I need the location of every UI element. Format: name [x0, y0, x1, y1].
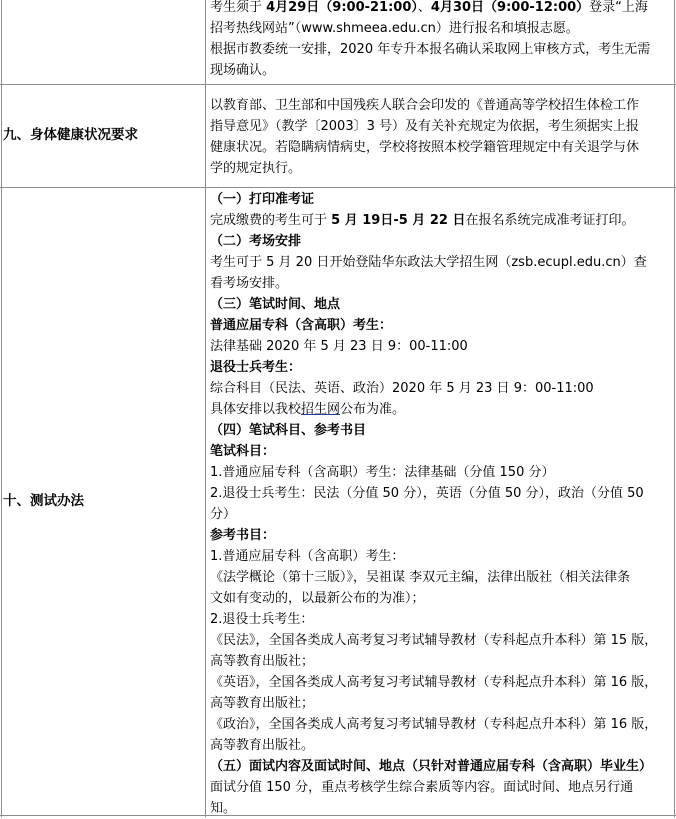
- section-5-line-a: 面试分值 150 分，重点考核学生综合素质等内容。面试时间、地点另行通: [210, 780, 634, 795]
- section-4-heading: （四）笔试科目、参考书目: [210, 423, 367, 438]
- section-4-line-a: 1.普通应届专科（含高职）考生：法律基础（分值 150 分）: [210, 465, 555, 480]
- row9-line-3: 健康状况。若隐瞒病情病史，学校将按照本校学籍管理规定中有关退学与休: [210, 140, 640, 155]
- row9-line-4: 学的规定执行。: [210, 161, 302, 176]
- section-2-line-2: 看考场安排。: [210, 276, 289, 291]
- admissions-site-link[interactable]: 招生网: [301, 402, 341, 417]
- table-right-border: [674, 0, 675, 817]
- row8-line-3: 根据市教委统一安排，2020 年专升本报名确认采取网上审核方式，考生无需: [210, 42, 651, 57]
- section-4-line-d1: 《法学概论（第十三版）》，吴祖谋 李双元主编，法律出版社（相关法律条: [210, 570, 631, 585]
- section-4-subheading-a: 笔试科目：: [210, 444, 276, 459]
- row9-label: 九、身体健康状况要求: [3, 127, 138, 143]
- section-4-line-b1: 2.退役士兵考生：民法（分值 50 分），英语（分值 50 分），政治（分值 50: [210, 486, 644, 501]
- section-1-heading: （一）打印准考证: [210, 192, 315, 207]
- section-3-subheading-b: 退役士兵考生：: [210, 360, 302, 375]
- section-4-line-g1: 《英语》，全国各类成人高考复习考试辅导教材（专科起点升本科）第 16 版，: [210, 675, 658, 690]
- section-4-line-h2: 高等教育出版社。: [210, 738, 315, 753]
- section-5-line-b: 知。: [210, 801, 237, 816]
- row8-line-2: 招考热线网站”（www.shmeea.edu.cn）进行报名和填报志愿。: [210, 21, 579, 36]
- row10-content: [210, 189, 673, 819]
- row-divider-9-10: [0, 187, 676, 188]
- column-divider: [205, 0, 206, 817]
- section-3-heading: （三）笔试时间、地点: [210, 297, 341, 312]
- row9-line-1: 以教育部、卫生部和中国残疾人联合会印发的《普通高等学校招生体检工作: [210, 98, 640, 113]
- section-3-line-a: 法律基础 2020 年 5 月 23 日 9：00-11:00: [210, 339, 468, 354]
- section-4-line-d2: 文如有变动的，以最新公布的为准）；: [210, 591, 425, 606]
- section-4-line-e: 2.退役士兵考生：: [210, 612, 314, 627]
- row-divider-8-9: [0, 84, 676, 85]
- section-4-line-b2: 分）: [210, 507, 237, 522]
- row8-line-1: 考生须于 4月29日（9:00-21:00）、4月30日（9:00-12:00）登录“上海: [210, 0, 648, 15]
- row8-line-4: 现场确认。: [210, 63, 276, 78]
- section-4-line-g2: 高等教育出版社；: [210, 696, 315, 711]
- row10-label: 十、测试办法: [3, 493, 84, 509]
- section-4-line-f1: 《民法》，全国各类成人高考复习考试辅导教材（专科起点升本科）第 15 版，: [210, 633, 658, 648]
- table-left-border: [1, 0, 2, 817]
- section-4-line-f2: 高等教育出版社；: [210, 654, 315, 669]
- section-4-line-h1: 《政治》，全国各类成人高考复习考试辅导教材（专科起点升本科）第 16 版，: [210, 717, 658, 732]
- section-3-line-c: 具体安排以我校招生网公布为准。: [210, 402, 406, 417]
- section-1-line: 完成缴费的考生可于 5 月 19日-5 月 22 日在报名系统完成准考证打印。: [210, 213, 635, 228]
- section-2-heading: （二）考场安排: [210, 234, 302, 249]
- section-5-heading: （五）面试内容及面试时间、地点（只针对普通应届专科（含高职）毕业生）: [210, 759, 653, 774]
- section-4-line-c: 1.普通应届专科（含高职）考生：: [210, 549, 405, 564]
- row8-content: [210, 0, 673, 81]
- section-3-subheading-a: 普通应届专科（含高职）考生：: [210, 318, 393, 333]
- section-2-line-1: 考生可于 5 月 20 日开始登陆华东政法大学招生网（zsb.ecupl.edu.cn）查: [210, 255, 647, 270]
- row9-line-2: 指导意见》（教学〔2003〕3 号）及有关补充规定为依据，考生须据实上报: [210, 119, 639, 134]
- row9-content: [210, 95, 673, 179]
- section-3-line-b: 综合科目（民法、英语、政治）2020 年 5 月 23 日 9：00-11:00: [210, 381, 594, 396]
- section-4-subheading-b: 参考书目：: [210, 528, 276, 543]
